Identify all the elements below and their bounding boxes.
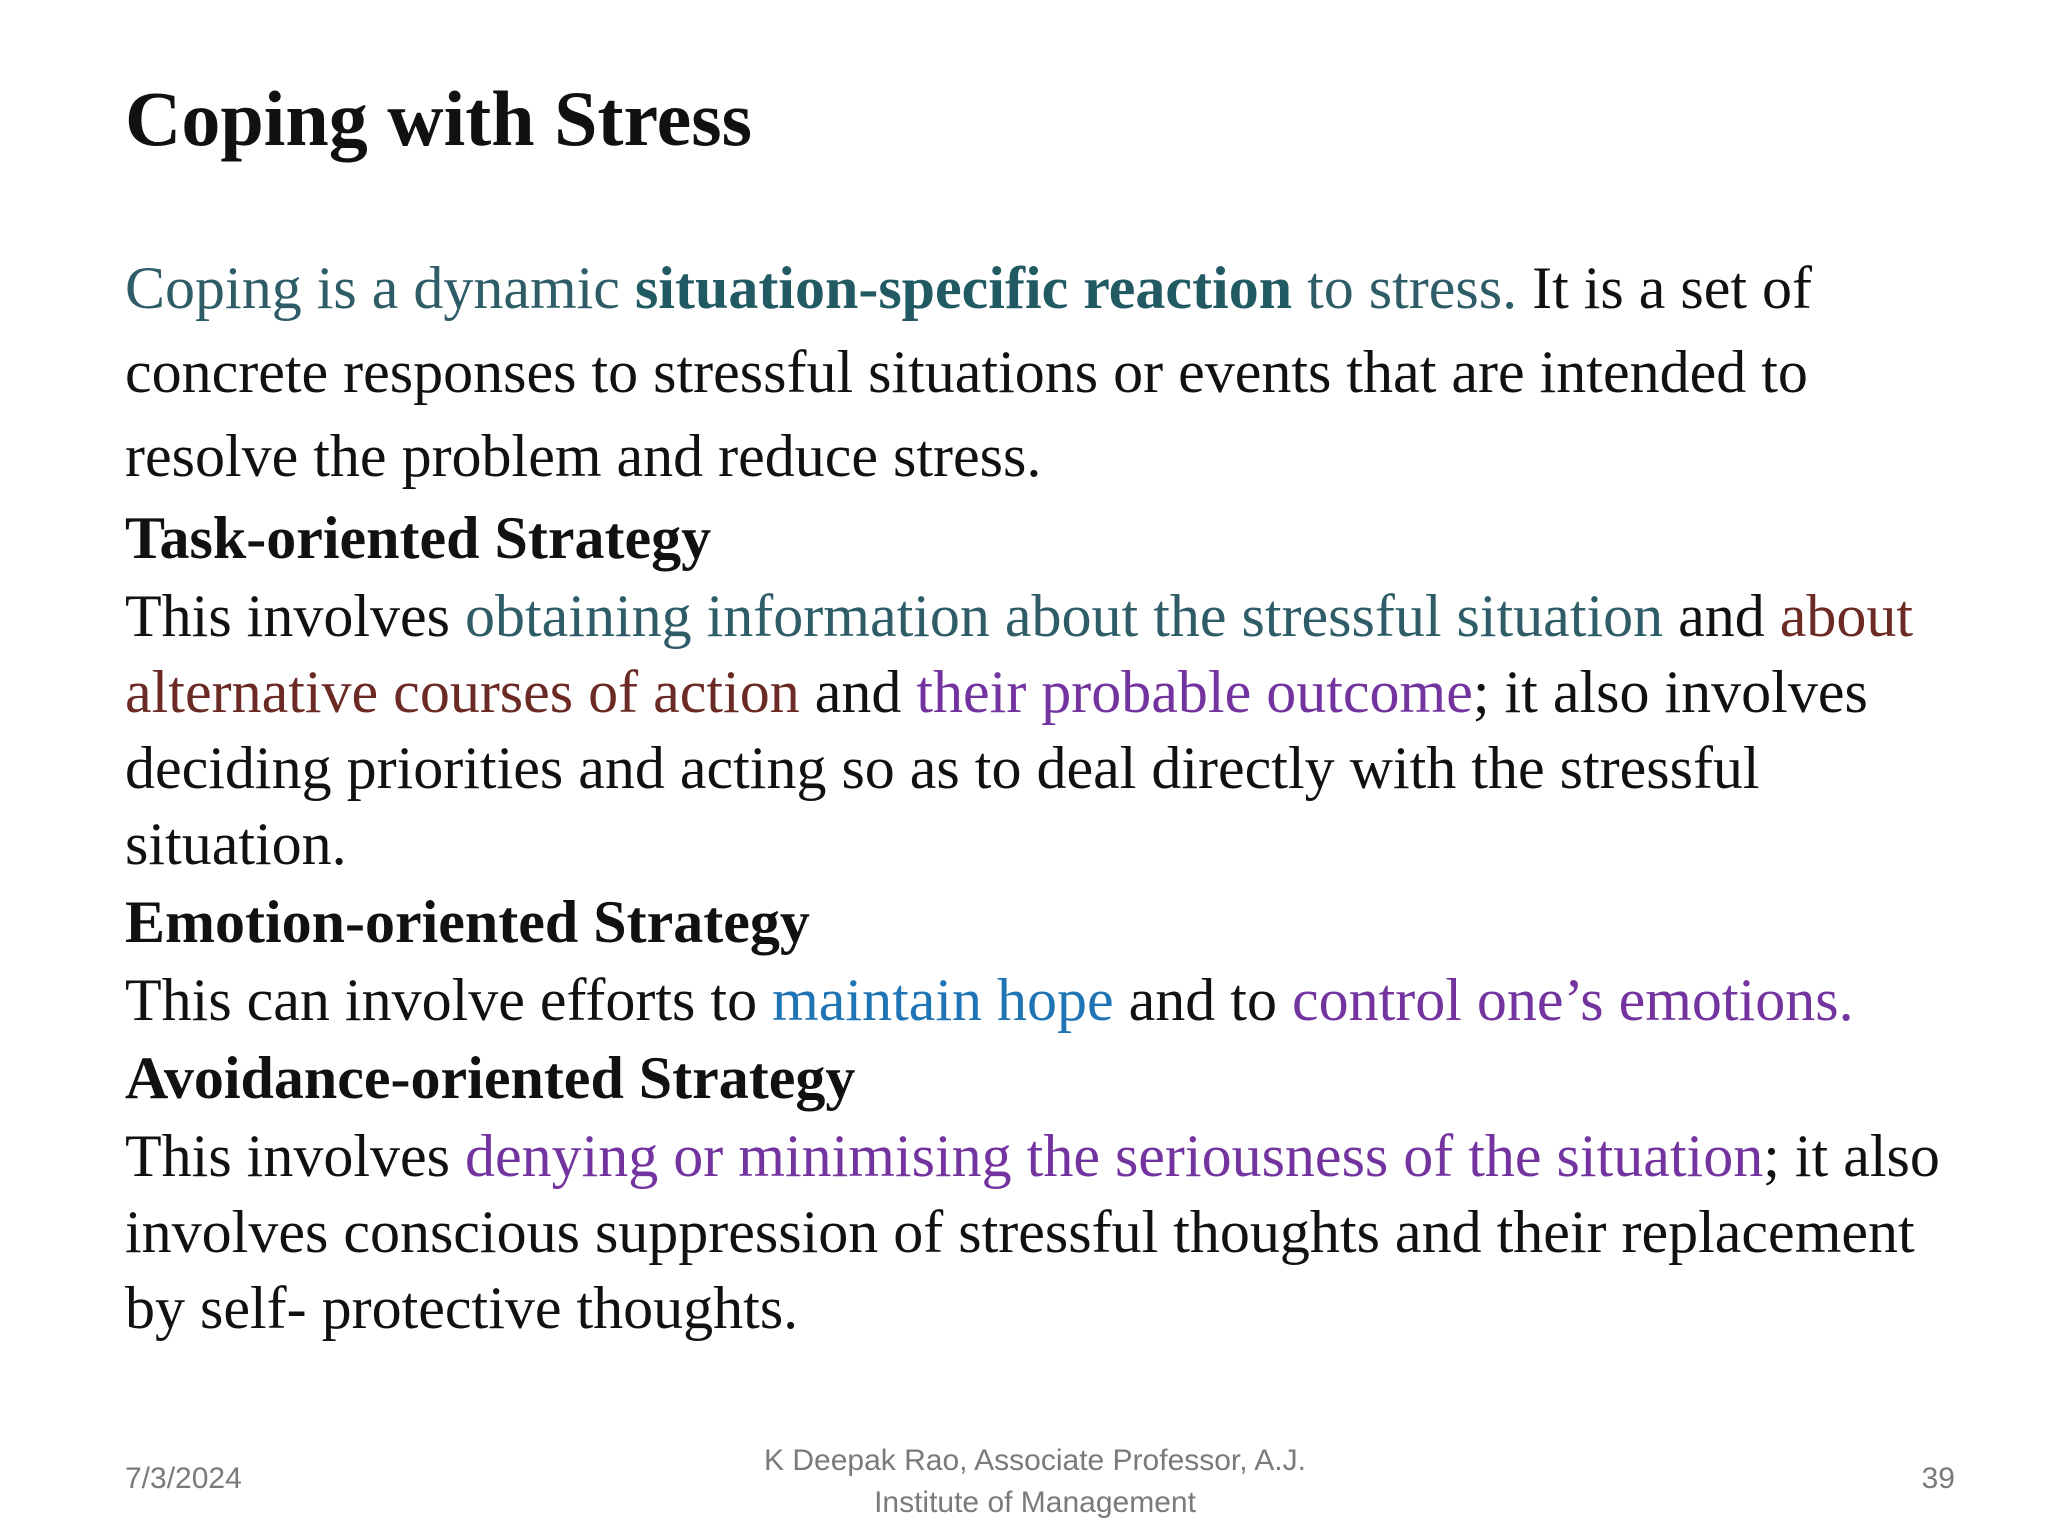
task-text-4: ; it also involves deciding priorities and acting so as to deal directly with the stressful situation. bbox=[125, 659, 1868, 877]
avoidance-strategy-heading: Avoidance-oriented Strategy bbox=[125, 1045, 856, 1111]
footer-author-line-1: K Deepak Rao, Associate Professor, A.J. bbox=[764, 1444, 1306, 1477]
task-highlight-outcome: their probable outcome bbox=[916, 659, 1473, 725]
avoidance-text-2: ; it also involves conscious suppression of stressful thoughts and their replacement by self- protective thoughts. bbox=[125, 1123, 1940, 1341]
task-highlight-alternatives: about alternative courses of action bbox=[125, 583, 1914, 725]
emotion-highlight-control: control one’s emotions. bbox=[1291, 967, 1854, 1033]
emotion-highlight-hope: maintain hope bbox=[772, 967, 1114, 1033]
intro-text-1: Coping is a dynamic bbox=[125, 255, 635, 321]
intro-text-2: to stress. bbox=[1292, 255, 1518, 321]
task-highlight-information: obtaining information about the stressful situation bbox=[465, 583, 1664, 649]
avoidance-text-1: This involves bbox=[125, 1123, 465, 1189]
footer-author-line-2: Institute of Management bbox=[874, 1486, 1196, 1519]
emotion-strategy-heading: Emotion-oriented Strategy bbox=[125, 889, 810, 955]
task-text-3: and bbox=[799, 659, 917, 725]
emotion-strategy-paragraph bbox=[125, 962, 1955, 1038]
footer-author bbox=[700, 1440, 1370, 1524]
task-strategy-paragraph bbox=[125, 578, 1955, 882]
slide-body bbox=[125, 246, 1955, 1346]
task-text-2: and bbox=[1663, 583, 1780, 649]
avoidance-strategy-paragraph bbox=[125, 1118, 1955, 1346]
footer-date: 7/3/2024 bbox=[125, 1462, 242, 1495]
emotion-text-2: and to bbox=[1113, 967, 1292, 1033]
intro-text-3: It is a set of concrete responses to stressful situations or events that are intended to resolve the problem and reduce stress. bbox=[125, 255, 1813, 489]
intro-emphasis: situation-specific reaction bbox=[634, 255, 1293, 321]
task-strategy-heading: Task-oriented Strategy bbox=[125, 505, 712, 571]
slide-number: 39 bbox=[1921, 1462, 1955, 1495]
emotion-text-1: This can involve efforts to bbox=[125, 967, 773, 1033]
intro-paragraph bbox=[125, 246, 1955, 498]
avoidance-highlight-denying: denying or minimising the seriousness of the situation bbox=[465, 1123, 1764, 1189]
task-text-1: This involves bbox=[125, 583, 465, 649]
slide-title: Coping with Stress bbox=[125, 75, 753, 162]
